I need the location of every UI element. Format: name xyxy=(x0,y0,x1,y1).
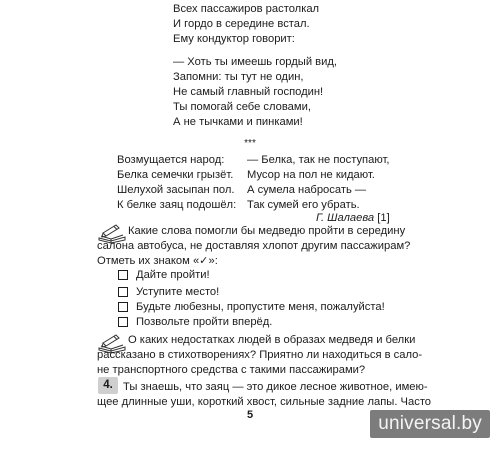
question1-line: Отметь их знаком «✓»: xyxy=(97,255,218,267)
poem2-right-line: Так сумей его убрать. xyxy=(247,199,360,211)
poem1-line: Ты помогай себе словами, xyxy=(173,101,311,113)
poem1-line: Запомни: ты тут не один, xyxy=(173,71,304,83)
question2-line: рассказано в стихотворениях? Приятно ли находиться в сало- xyxy=(97,349,423,361)
checkbox[interactable] xyxy=(118,317,128,327)
poem1-line: Ему кондуктор говорит: xyxy=(173,33,295,45)
checkbox[interactable] xyxy=(118,270,128,280)
poem1-line: — Хоть ты имеешь гордый вид, xyxy=(173,56,338,68)
option-label: Позвольте пройти вперёд. xyxy=(136,316,273,328)
poem2-right-line: — Белка, так не поступают, xyxy=(247,154,390,166)
checkbox[interactable] xyxy=(118,302,128,312)
question2-line: не транспортного средства с такими пассажирами? xyxy=(97,364,366,376)
option-label: Будьте любезны, пропустите меня, пожалуйста! xyxy=(136,301,385,313)
poem1-line: Не самый главный господин! xyxy=(173,86,324,98)
option-row[interactable] xyxy=(118,285,219,299)
poem1-line: А не тычками и пинками! xyxy=(173,116,303,128)
option-row[interactable] xyxy=(118,315,272,329)
option-row[interactable] xyxy=(118,268,210,282)
author-reference: [1] xyxy=(374,212,390,224)
poem-author xyxy=(316,212,390,224)
poem2-left-line: Возмущается народ: xyxy=(117,154,225,166)
checkbox[interactable] xyxy=(118,287,128,297)
poem1-line: Всех пассажиров растолкал xyxy=(173,3,320,15)
question1-line: Какие слова помогли бы медведю пройти в середину xyxy=(128,225,406,237)
task4-line: Ты знаешь, что заяц — это дикое лесное животное, имею- xyxy=(123,381,428,393)
question2-line: О каких недостатках людей в образах медведя и белки xyxy=(128,334,416,346)
watermark: universal.by xyxy=(370,410,490,438)
option-label: Дайте пройти! xyxy=(136,269,210,281)
author-name: Г. Шалаева xyxy=(316,212,375,224)
poem2-left-line: Шелухой засыпан пол. xyxy=(117,184,235,196)
section-separator: *** xyxy=(244,138,256,149)
poem2-right-line: Мусор на пол не кидают. xyxy=(247,169,375,181)
option-label: Уступите место! xyxy=(136,286,220,298)
poem2-right-line: А сумела набросать — xyxy=(247,184,367,196)
poem1-line: И гордо в середине встал. xyxy=(173,18,310,30)
option-row[interactable] xyxy=(118,300,385,314)
poem2-left-line: К белке заяц подошёл: xyxy=(117,199,237,211)
poem2-left-line: Белка семечки грызёт. xyxy=(117,169,234,181)
task-number-badge: 4. xyxy=(98,377,118,394)
question1-line: салона автобуса, не доставляя хлопот другим пассажирам? xyxy=(97,240,411,252)
task4-line: щее длинные уши, короткий хвост, сильные задние лапы. Часто xyxy=(97,396,432,408)
page-number: 5 xyxy=(246,409,254,421)
